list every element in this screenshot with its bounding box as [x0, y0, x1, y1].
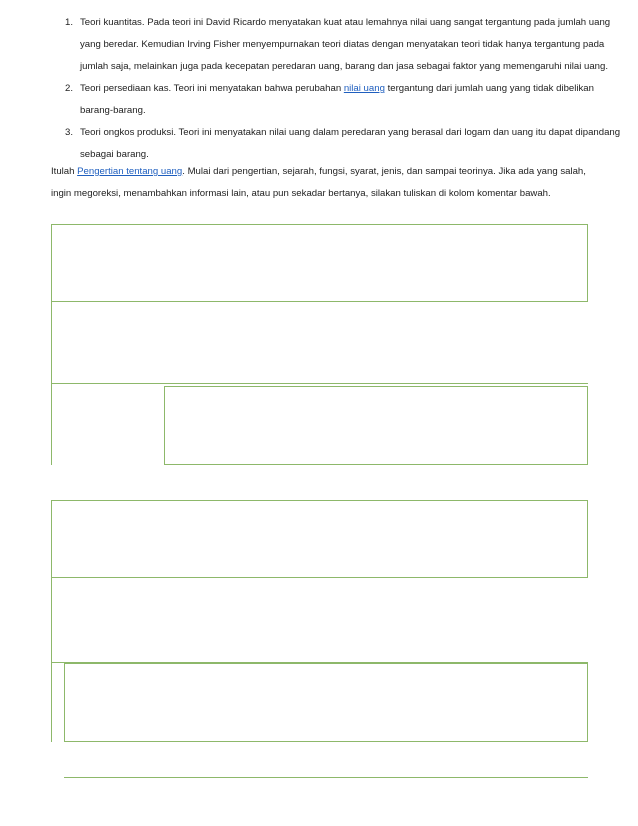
empty-frame-4 — [64, 663, 588, 742]
closing-text-after: . Mulai dari pengertian, sejarah, fungsi, syarat, jenis, dan sampai teorinya. Jika ada yang salah, ingin megoreksi, menambahkan informasi lain, atau pun sekadar bertanya, silakan tuliskan di kolom komentar bawah. — [51, 166, 586, 199]
theory-cash-text-after: tergantung dari jumlah uang yang tidak dibelikan barang-barang. — [80, 83, 594, 116]
nilai-uang-link[interactable]: nilai uang — [343, 83, 385, 94]
bottom-rule — [64, 777, 588, 778]
closing-text-before: Itulah — [51, 166, 78, 177]
frame-border-left — [51, 301, 52, 383]
theory-production-text: Teori ongkos produksi. Teori ini menyatakan nilai uang dalam peredaran yang berasal dari logam dan uang itu dapat dipandang sebagai barang. — [80, 127, 621, 160]
empty-frame-3 — [51, 500, 588, 578]
theory-list — [52, 12, 628, 166]
frame-divider — [51, 383, 588, 384]
frame-border-left — [51, 577, 52, 742]
empty-frame-2 — [164, 386, 588, 465]
pengertian-uang-link[interactable]: Pengertian tentang uang — [77, 166, 183, 177]
closing-paragraph — [51, 161, 601, 205]
frame-border-left — [51, 383, 52, 465]
theory-quantity-text: Teori kuantitas. Pada teori ini David Ricardo menyatakan kuat atau lemahnya nilai uang sangat tergantung pada jumlah uang yang beredar. Kemudian Irving Fisher menyempurnakan teori diatas dengan menyatakan teori tidak hanya tergantung pada jumlah saja, melainkan juga pada kecepatan peredaran uang, barang dan jasa sebagai faktor yang memengaruhi nilai uang. — [80, 17, 611, 72]
list-item — [80, 122, 628, 166]
empty-frame-1 — [51, 224, 588, 302]
list-item — [80, 12, 628, 78]
list-item — [80, 78, 628, 122]
theory-cash-text-before: Teori persediaan kas. Teori ini menyatakan bahwa perubahan — [80, 83, 344, 94]
